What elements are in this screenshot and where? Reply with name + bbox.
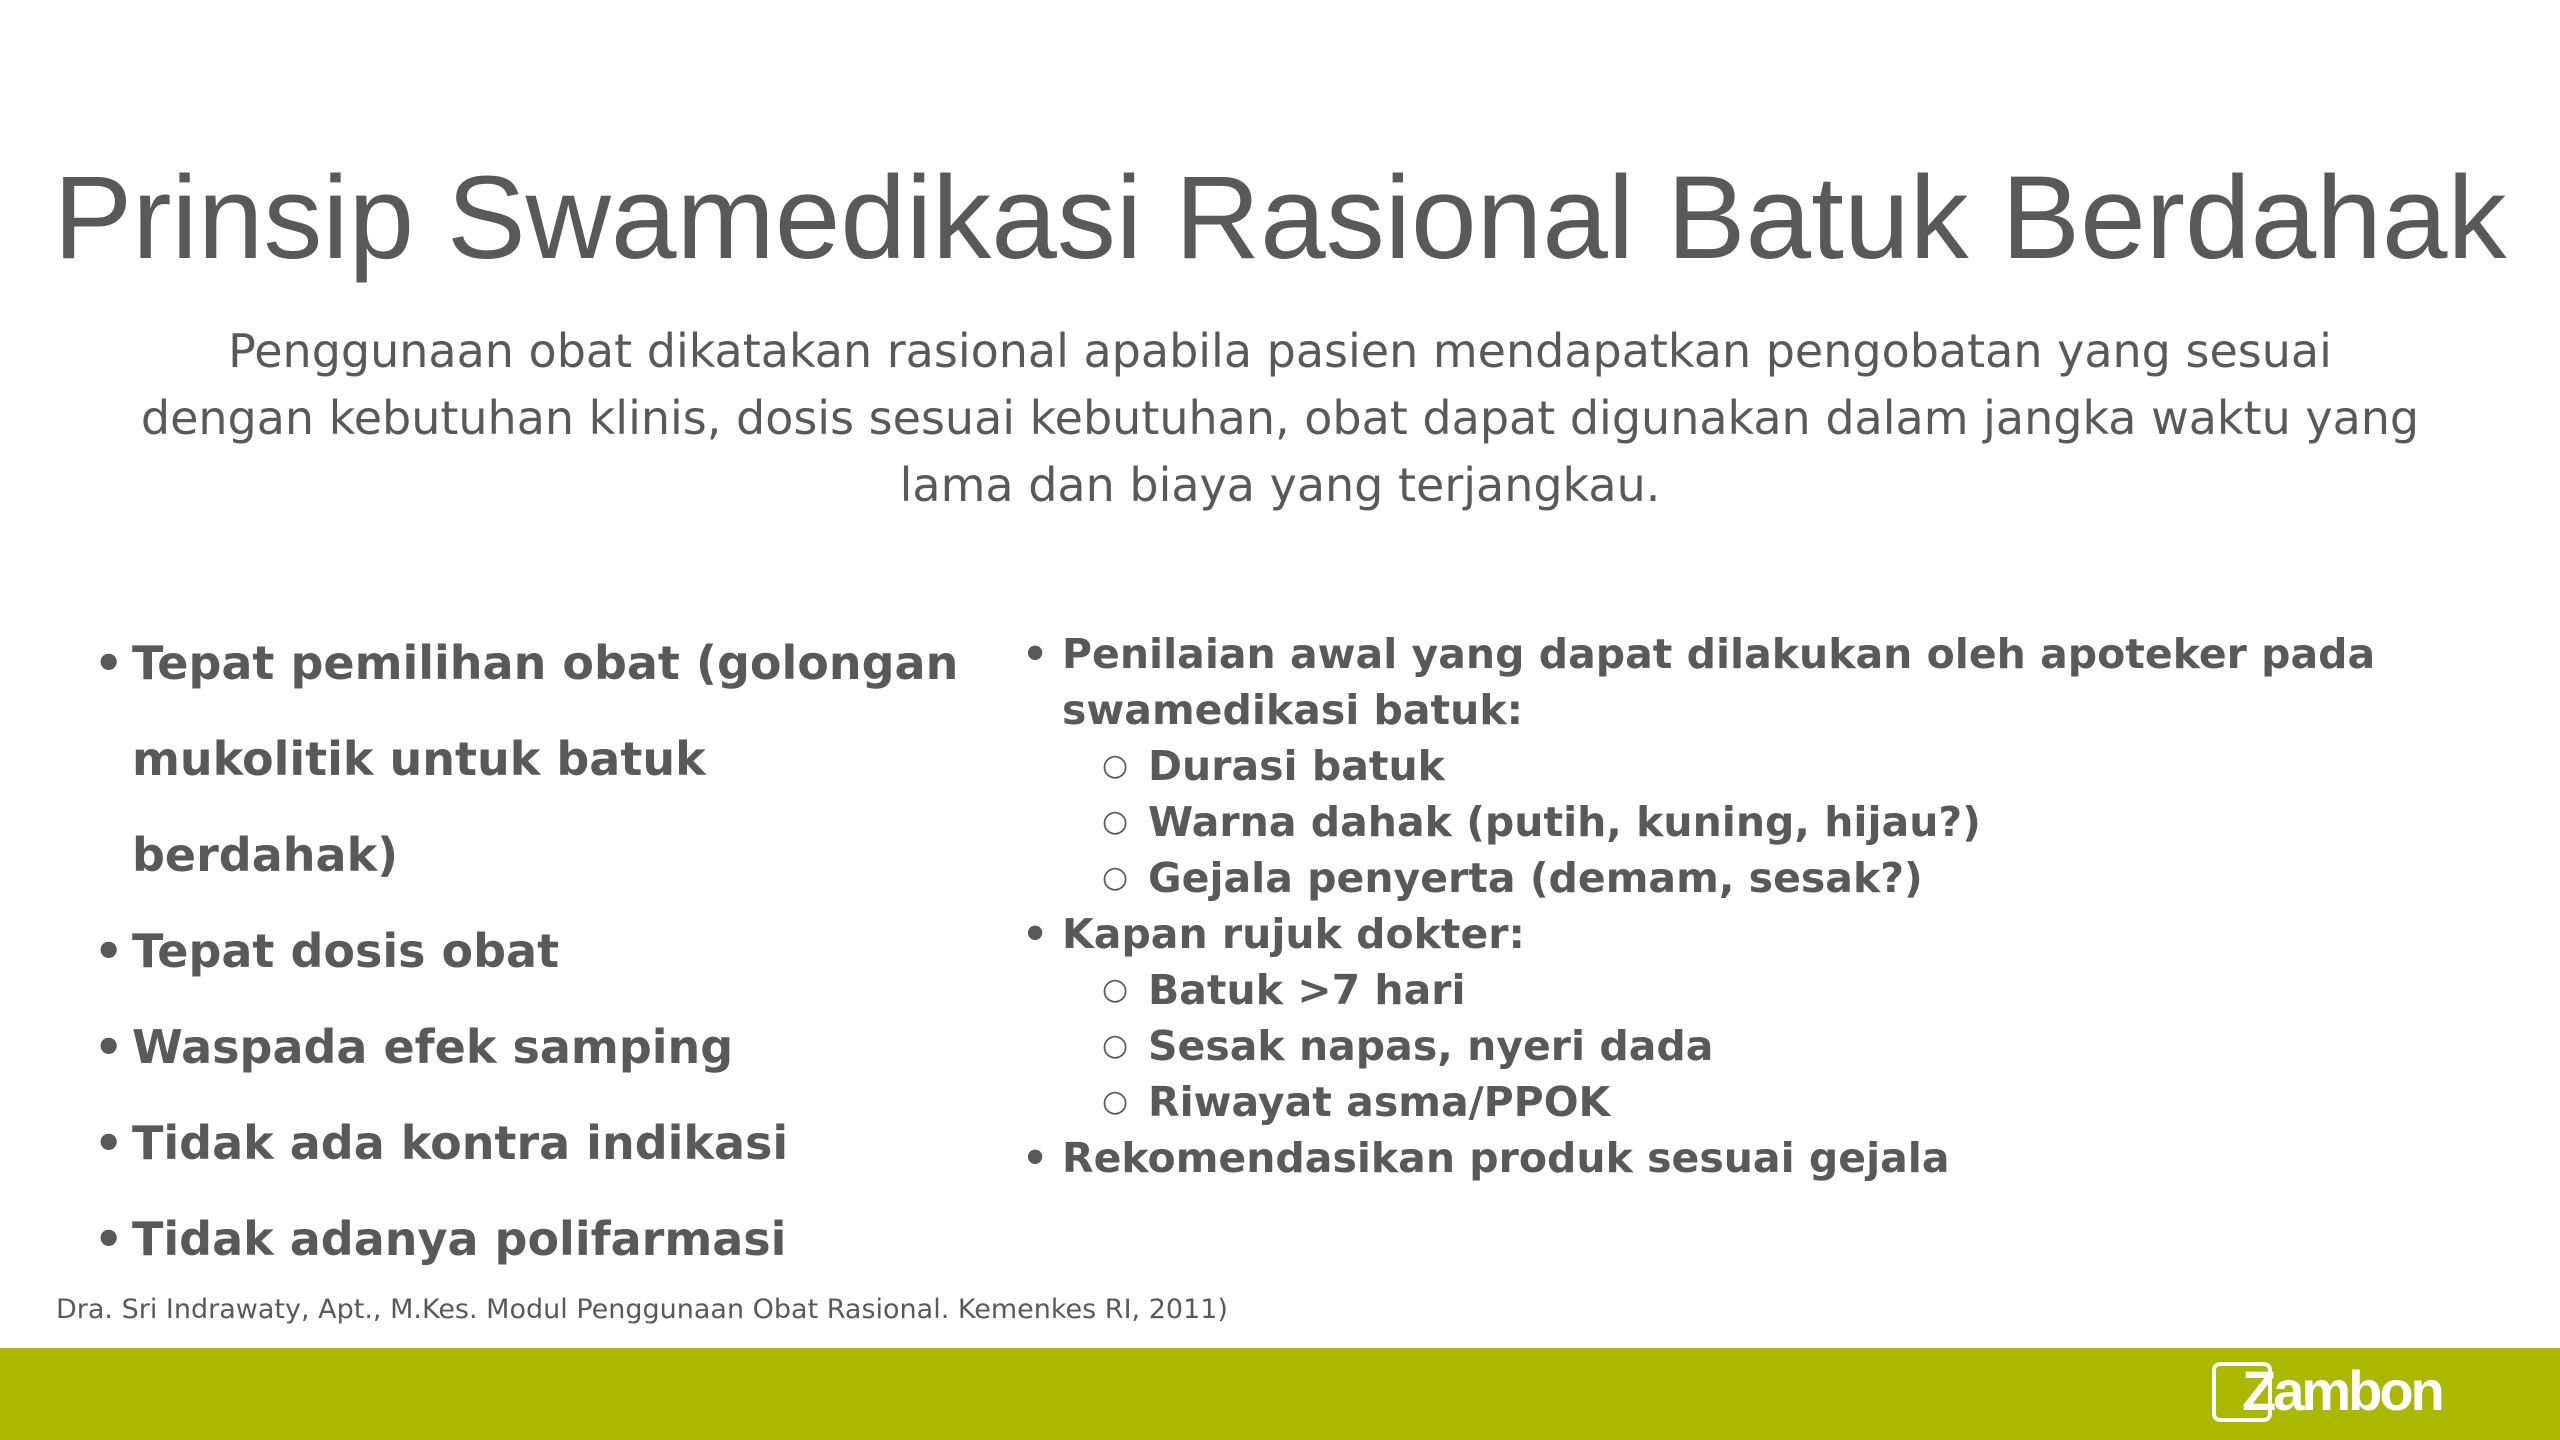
list-item — [86, 999, 986, 1095]
bullet-icon: • — [1022, 1134, 1049, 1182]
slide-subtitle: Penggunaan obat dikatakan rasional apabila pasien mendapatkan pengobatan yang sesuai dengan kebutuhan klinis, dosis sesuai kebutuhan, obat dapat digunakan dalam jangka waktu yang lama dan biaya yang terjangkau. — [140, 324, 2420, 512]
sub-list-item — [1062, 1074, 2496, 1130]
list-item — [86, 615, 986, 903]
bullet-icon: • — [94, 1212, 124, 1266]
list-item-text: Kapan rujuk dokter: — [1062, 910, 1525, 958]
principles-list — [86, 615, 986, 1287]
logo-text: Zambon — [2242, 1359, 2442, 1422]
circle-bullet-icon: ○ — [1102, 804, 1129, 839]
sub-list-item — [1062, 738, 2496, 794]
bullet-icon: • — [1022, 630, 1049, 678]
bullet-icon: • — [94, 924, 124, 978]
list-item-text: Waspada efek samping — [132, 1020, 734, 1074]
slide-title: Prinsip Swamedikasi Rasional Batuk Berdahak — [53, 152, 2507, 284]
sub-list-item-text: Gejala penyerta (demam, sesak?) — [1148, 854, 1923, 902]
circle-bullet-icon: ○ — [1102, 1084, 1129, 1119]
circle-bullet-icon: ○ — [1102, 748, 1129, 783]
sub-list-item-text: Durasi batuk — [1148, 742, 1445, 790]
zambon-logo — [2212, 1359, 2452, 1424]
list-item-text: Tidak adanya polifarmasi — [132, 1212, 787, 1266]
list-item — [1016, 906, 2496, 1130]
sub-list-item — [1062, 1018, 2496, 1074]
bullet-icon: • — [94, 1020, 124, 1074]
sub-list — [1062, 738, 2496, 906]
bullet-icon: • — [1022, 910, 1049, 958]
sub-list-item-text: Batuk >7 hari — [1148, 966, 1466, 1014]
citation: Dra. Sri Indrawaty, Apt., M.Kes. Modul Penggunaan Obat Rasional. Kemenkes RI, 2011) — [56, 1294, 1228, 1325]
sub-list-item — [1062, 850, 2496, 906]
list-item — [1016, 1130, 2496, 1186]
bullet-icon: • — [94, 1116, 124, 1170]
sub-list — [1062, 962, 2496, 1130]
list-item-text: Tepat pemilihan obat (golongan mukolitik untuk batuk berdahak) — [132, 636, 959, 882]
list-item-text: Tidak ada kontra indikasi — [132, 1116, 789, 1170]
sub-list-item — [1062, 794, 2496, 850]
circle-bullet-icon: ○ — [1102, 1028, 1129, 1063]
list-item — [86, 1191, 986, 1287]
footer-bar — [0, 1348, 2560, 1440]
circle-bullet-icon: ○ — [1102, 860, 1129, 895]
list-item — [86, 1095, 986, 1191]
sub-list-item-text: Warna dahak (putih, kuning, hijau?) — [1148, 798, 1981, 846]
list-item — [1016, 626, 2496, 906]
list-item-text: Tepat dosis obat — [132, 924, 560, 978]
sub-list-item-text: Riwayat asma/PPOK — [1148, 1078, 1611, 1126]
sub-list-item-text: Sesak napas, nyeri dada — [1148, 1022, 1714, 1070]
pharmacist-guidance-list — [1016, 626, 2496, 1186]
list-item-text: Rekomendasikan produk sesuai gejala — [1062, 1134, 1950, 1182]
list-item — [86, 903, 986, 999]
bullet-icon: • — [94, 636, 124, 690]
list-item-text: Penilaian awal yang dapat dilakukan oleh apoteker pada swamedikasi batuk: — [1062, 630, 2376, 734]
circle-bullet-icon: ○ — [1102, 972, 1129, 1007]
sub-list-item — [1062, 962, 2496, 1018]
